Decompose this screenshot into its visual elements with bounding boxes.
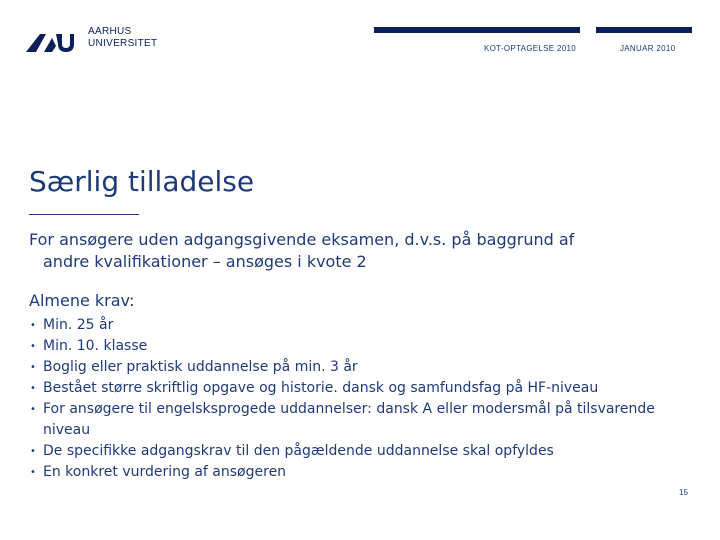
header-label-left: KOT-OPTAGELSE 2010: [484, 44, 576, 53]
logo-wordmark: [88, 26, 157, 50]
bullet-icon: •: [30, 467, 36, 478]
list-item: [29, 399, 699, 441]
list-item: [29, 357, 699, 378]
intro-line-1: For ansøgere uden adgangsgivende eksamen, d.v.s. på baggrund af: [29, 230, 575, 249]
list-item-text: De specifikke adgangskrav til den pågældende uddannelse skal opfyldes: [43, 443, 554, 459]
bullet-icon: •: [30, 362, 36, 373]
bullet-icon: •: [30, 341, 36, 352]
bullet-icon: •: [30, 404, 36, 415]
list-item: [29, 441, 699, 462]
intro-paragraph: [29, 229, 689, 273]
intro-line-2: andre kvalifikationer – ansøges i kvote 2: [43, 252, 367, 271]
aarhus-university-logo-icon: [26, 28, 74, 52]
list-item: [29, 462, 699, 483]
slide-title: Særlig tilladelse: [29, 165, 255, 198]
list-item-text: En konkret vurdering af ansøgeren: [43, 464, 287, 480]
requirements-list: [29, 315, 699, 483]
list-item-text: Min. 25 år: [43, 317, 114, 333]
section-heading: Almene krav:: [29, 291, 135, 310]
logo-line-1: AARHUS: [88, 26, 132, 37]
bullet-icon: •: [30, 446, 36, 457]
list-item: [29, 336, 699, 357]
list-item-text: Boglig eller praktisk uddannelse på min. 3 år: [43, 359, 358, 375]
logo-line-2: UNIVERSITET: [88, 38, 158, 49]
header-label-right: JANUAR 2010: [620, 44, 676, 53]
page-number: 15: [679, 488, 688, 497]
list-item-text: For ansøgere til engelsksprogede uddannelser: dansk A eller modersmål på tilsvarende niveau: [43, 401, 655, 438]
list-item-text: Min. 10. klasse: [43, 338, 148, 354]
list-item-text: Bestået større skriftlig opgave og historie. dansk og samfundsfag på HF-niveau: [43, 380, 599, 396]
title-underline: [29, 214, 139, 215]
bullet-icon: •: [30, 383, 36, 394]
list-item: [29, 315, 699, 336]
bullet-icon: •: [30, 320, 36, 331]
header-bar-left: [374, 27, 580, 33]
list-item: [29, 378, 699, 399]
header-bar-right: [596, 27, 692, 33]
